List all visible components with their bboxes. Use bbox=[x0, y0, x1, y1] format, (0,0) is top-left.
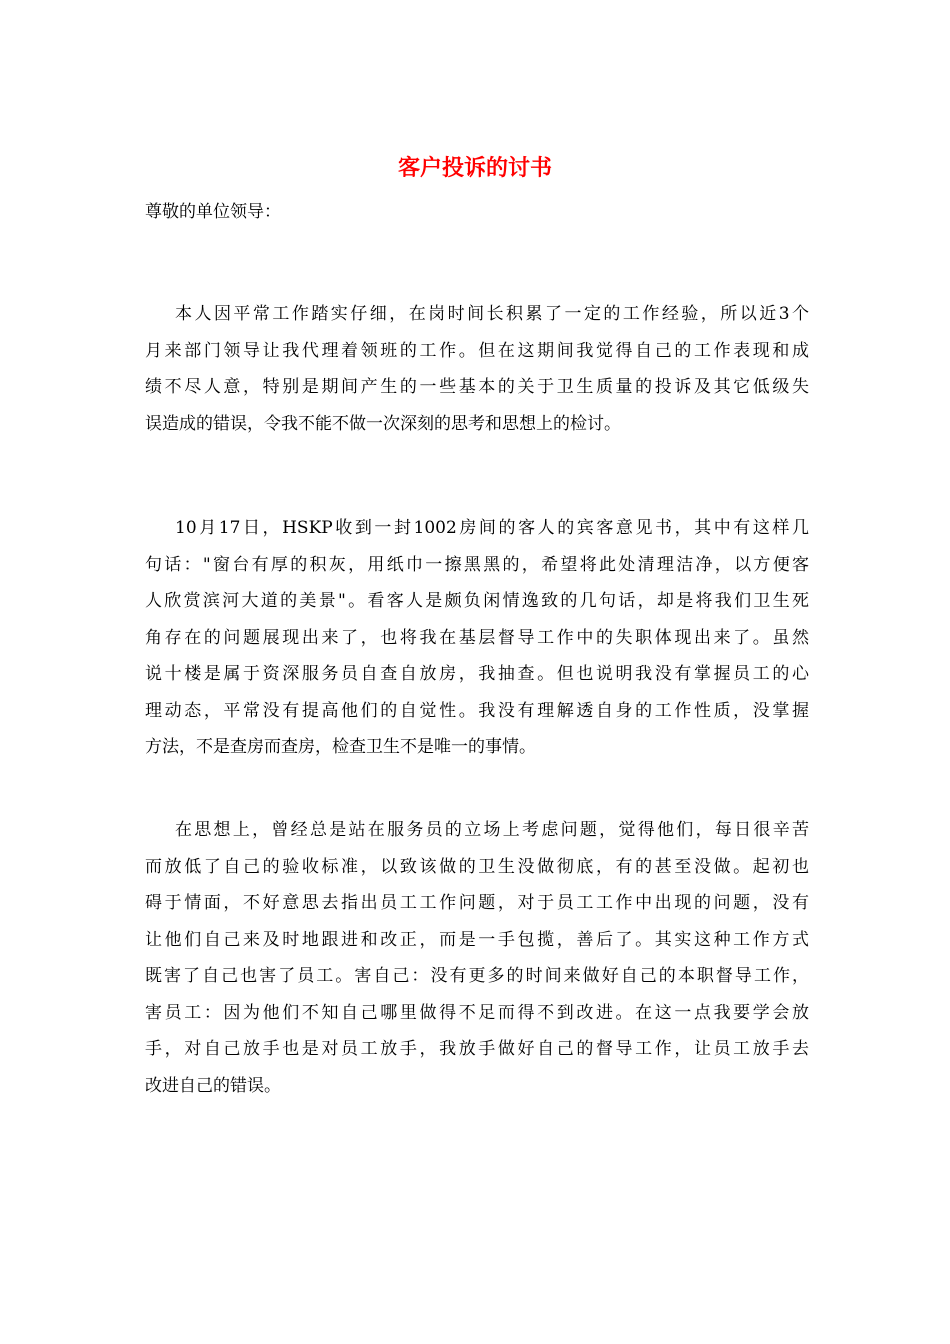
paragraph-line: 人欣赏滨河大道的美景"。看客人是颇负闲情逸致的几句话，却是将我们卫生死 bbox=[145, 591, 809, 611]
paragraph-line: 句话："窗台有厚的积灰，用纸巾一擦黑黑的，希望将此处清理洁净，以方便客 bbox=[145, 554, 809, 575]
paragraph-line: 害员工：因为他们不知自己哪里做得不足而得不到改进。在这一点我要学会放 bbox=[145, 1002, 809, 1023]
paragraph-line: 10月17日，HSKP收到一封1002房间的客人的宾客意见书，其中有这样几 bbox=[175, 518, 809, 538]
paragraph-line: 理动态，平常没有提高他们的自觉性。我没有理解透自身的工作性质，没掌握 bbox=[145, 700, 809, 721]
paragraph-line: 绩不尽人意，特别是期间产生的一些基本的关于卫生质量的投诉及其它低级失 bbox=[145, 377, 809, 397]
paragraph-line: 既害了自己也害了员工。害自己：没有更多的时间来做好自己的本职督导工作， bbox=[145, 966, 809, 986]
paragraph-line: 改进自己的错误。 bbox=[145, 1075, 281, 1096]
paragraph-line: 碍于情面，不好意思去指出员工工作问题，对于员工工作中出现的问题，没有 bbox=[145, 893, 809, 913]
paragraph-line: 让他们自己来及时地跟进和改正，而是一手包揽，善后了。其实这种工作方式 bbox=[145, 929, 809, 950]
paragraph-line: 角存在的问题展现出来了，也将我在基层督导工作中的失职体现出来了。虽然 bbox=[145, 627, 809, 648]
paragraph-line: 方法，不是查房而查房，检查卫生不是唯一的事情。 bbox=[145, 737, 536, 757]
document-title: 客户投诉的讨书 bbox=[397, 155, 552, 181]
paragraph-line: 月来部门领导让我代理着领班的工作。但在这期间我觉得自己的工作表现和成 bbox=[145, 340, 809, 361]
paragraph-3 bbox=[145, 812, 809, 1104]
paragraph-line: 手，对自己放手也是对员工放手，我放手做好自己的督导工作，让员工放手去 bbox=[145, 1039, 809, 1059]
paragraph-line: 在思想上，曾经总是站在服务员的立场上考虑问题，觉得他们，每日很辛苦 bbox=[175, 820, 809, 840]
salutation: 尊敬的单位领导： bbox=[145, 202, 281, 222]
paragraph-2 bbox=[145, 510, 809, 766]
paragraph-1 bbox=[145, 296, 809, 442]
paragraph-line: 误造成的错误，令我不能不做一次深刻的思考和思想上的检讨。 bbox=[145, 413, 621, 434]
paragraph-line: 本人因平常工作踏实仔细，在岗时间长积累了一定的工作经验，所以近3个 bbox=[175, 304, 809, 324]
paragraph-line: 而放低了自己的验收标准，以致该做的卫生没做彻底，有的甚至没做。起初也 bbox=[145, 856, 809, 877]
paragraph-line: 说十楼是属于资深服务员自查自放房，我抽查。但也说明我没有掌握员工的心 bbox=[145, 664, 809, 684]
